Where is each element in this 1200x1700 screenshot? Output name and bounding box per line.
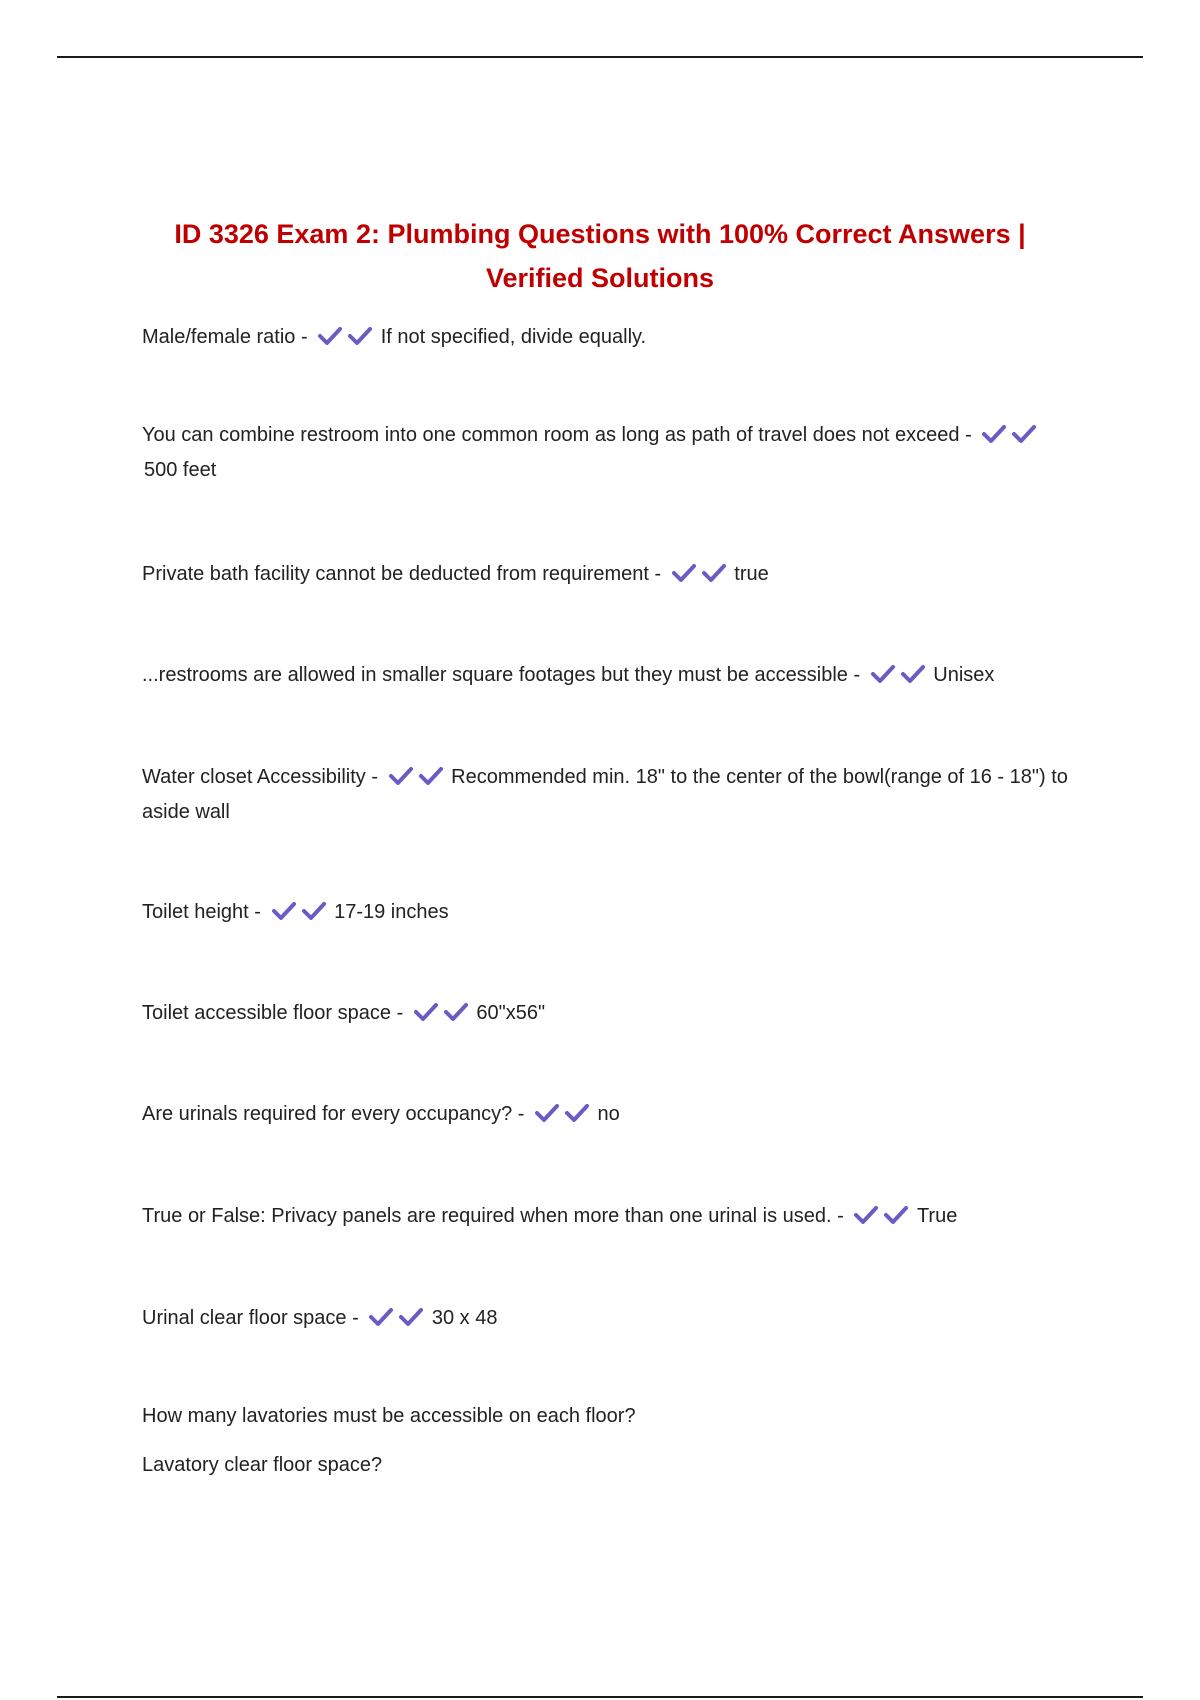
checkmark-icon	[900, 664, 926, 684]
qa-item	[142, 658, 1072, 693]
qa-item	[142, 895, 1072, 930]
checkmark-icon	[347, 326, 373, 346]
trailing-question: Lavatory clear floor space?	[142, 1454, 383, 1476]
checkmark-icon	[564, 1103, 590, 1123]
checkmark-icon	[413, 1002, 439, 1022]
qa-item	[142, 1097, 1072, 1132]
answer-text: 500 feet	[144, 459, 217, 481]
checkmark-icon	[883, 1205, 909, 1225]
checkmark-icon	[317, 326, 343, 346]
question-text: Male/female ratio -	[142, 326, 308, 348]
document-title: ID 3326 Exam 2: Plumbing Questions with 100% Correct Answers | Verified Solutions	[174, 219, 1026, 293]
answer-text: If not specified, divide equally.	[380, 326, 647, 348]
answer-text: no	[597, 1103, 620, 1125]
answer-text: 17-19 inches	[334, 901, 449, 923]
checkmark-icon	[870, 664, 896, 684]
qa-item	[142, 996, 1072, 1031]
question-text: True or False: Privacy panels are required when more than one urinal is used. -	[142, 1205, 844, 1227]
trailing-question: How many lavatories must be accessible on each floor?	[142, 1405, 636, 1427]
question-text: You can combine restroom into one common room as long as path of travel does not exceed -	[142, 424, 972, 446]
footer-rule	[57, 1696, 1143, 1698]
checkmark-icon	[418, 766, 444, 786]
checkmark-icon	[398, 1307, 424, 1327]
question-text: Water closet Accessibility -	[142, 766, 378, 788]
checkmark-icon	[853, 1205, 879, 1225]
checkmark-icon	[534, 1103, 560, 1123]
checkmark-icon	[443, 1002, 469, 1022]
checkmark-icon	[701, 563, 727, 583]
answer-text: true	[734, 563, 769, 585]
qa-item	[142, 320, 1072, 355]
qa-item	[142, 418, 1072, 488]
checkmark-icon	[388, 766, 414, 786]
question-text: ...restrooms are allowed in smaller square footages but they must be accessible -	[142, 664, 861, 686]
qa-item	[142, 760, 1072, 830]
answer-text: Recommended min. 18" to the center of the bowl(range of 16 - 18") to aside wall	[142, 766, 1068, 823]
answer-text: True	[916, 1205, 958, 1227]
answer-text: 60"x56"	[476, 1002, 546, 1024]
checkmark-icon	[1011, 424, 1037, 444]
answer-text: 30 x 48	[431, 1307, 498, 1329]
question-text: Toilet accessible floor space -	[142, 1002, 404, 1024]
question-text: Are urinals required for every occupancy? -	[142, 1103, 525, 1125]
question-text: Toilet height -	[142, 901, 261, 923]
qa-item	[142, 1199, 1072, 1234]
checkmark-icon	[671, 563, 697, 583]
question-text: Urinal clear floor space -	[142, 1307, 359, 1329]
qa-item	[142, 1301, 1072, 1336]
checkmark-icon	[368, 1307, 394, 1327]
question-text: Private bath facility cannot be deducted from requirement -	[142, 563, 662, 585]
checkmark-icon	[981, 424, 1007, 444]
checkmark-icon	[271, 901, 297, 921]
header-rule	[57, 56, 1143, 58]
answer-text: Unisex	[933, 664, 995, 686]
qa-item	[142, 557, 1072, 592]
checkmark-icon	[301, 901, 327, 921]
